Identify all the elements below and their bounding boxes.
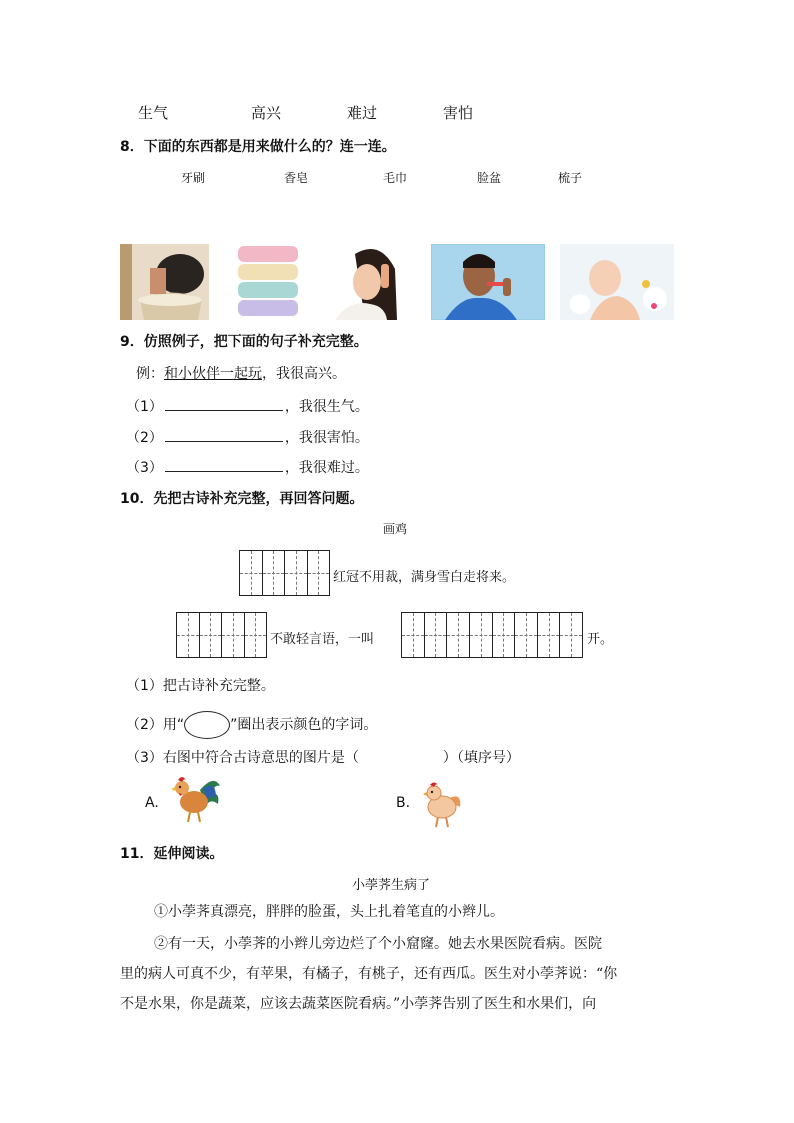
example-prefix: 例： <box>136 366 164 382</box>
grid-cell[interactable] <box>177 613 200 657</box>
poem-line2-end: 开。 <box>587 632 614 647</box>
grid-cell[interactable] <box>245 613 267 657</box>
photo-combing-hair <box>325 244 404 320</box>
q9-item-number: （3） <box>126 460 163 476</box>
photo-towels <box>236 244 300 320</box>
grid-cell[interactable] <box>308 551 330 595</box>
question-10-title: 10．先把古诗补充完整，再回答问题。 <box>120 491 364 507</box>
grid-cell[interactable] <box>240 551 263 595</box>
example-sentence <box>136 363 346 383</box>
question-11-title: 11．延伸阅读。 <box>120 846 224 862</box>
option-a-label: A. <box>145 795 159 811</box>
grid-cell[interactable] <box>560 613 582 657</box>
q9-item-3 <box>126 457 369 477</box>
emotion-word-afraid: 害怕 <box>443 104 474 122</box>
object-basin: 脸盆 <box>477 171 502 185</box>
object-towel: 毛巾 <box>383 171 408 185</box>
emotion-word-angry: 生气 <box>138 104 169 122</box>
object-toothbrush: 牙刷 <box>181 171 206 185</box>
grid-cell[interactable] <box>200 613 223 657</box>
grid-cell[interactable] <box>402 613 425 657</box>
q9-item-number: （1） <box>126 399 163 415</box>
q10-sub3-text: （3）右图中符合古诗意思的图片是（ <box>126 750 359 766</box>
poem-line2-middle: 不敢轻言语，一叫 <box>270 632 375 647</box>
grid-cell[interactable] <box>425 613 448 657</box>
story-paragraph-2-line-1: ②有一天，小荸荠的小辫儿旁边烂了个小窟窿。她去水果医院看病。医院 <box>154 936 602 952</box>
grid-cell[interactable] <box>447 613 470 657</box>
q9-item-tail: ，我很难过。 <box>284 460 369 476</box>
q9-item-1 <box>126 396 369 416</box>
photo-baby-bath <box>560 244 674 320</box>
q9-item-2 <box>126 427 369 447</box>
grid-cell[interactable] <box>515 613 538 657</box>
example-underlined: 和小伙伴一起玩 <box>164 366 262 382</box>
photo-brushing-teeth <box>431 244 545 320</box>
q9-item-number: （2） <box>126 430 163 446</box>
grid-cell[interactable] <box>263 551 286 595</box>
q9-item-tail: ，我很害怕。 <box>284 430 369 446</box>
grid-cell[interactable] <box>222 613 245 657</box>
q10-sub1: （1）把古诗补充完整。 <box>126 678 275 694</box>
question-9-title: 9．仿照例子，把下面的句子补充完整。 <box>120 334 368 350</box>
object-soap: 香皂 <box>284 171 309 185</box>
story-title: 小荸荠生病了 <box>352 878 431 893</box>
q10-sub3 <box>126 747 520 767</box>
q10-sub2 <box>126 711 377 739</box>
story-paragraph-2-line-2: 里的病人可真不少，有苹果，有橘子，有桃子，还有西瓜。医生对小荸荠说：“你 <box>120 966 618 982</box>
story-paragraph-1: ①小荸荠真漂亮，胖胖的脸蛋，头上扎着笔直的小辫儿。 <box>154 904 504 920</box>
grid-cell[interactable] <box>470 613 493 657</box>
grid-cell[interactable] <box>538 613 561 657</box>
example-suffix: ，我很高兴。 <box>262 366 346 382</box>
answer-grid-line2a[interactable] <box>176 612 267 658</box>
answer-grid-line1[interactable] <box>239 550 330 596</box>
option-b-label: B. <box>396 795 411 811</box>
answer-blank[interactable] <box>165 396 283 411</box>
oval-icon <box>184 711 230 739</box>
q10-sub2-prefix: （2）用“ <box>126 717 185 733</box>
q10-sub3-end: ）（填序号） <box>442 750 520 766</box>
poem-title: 画鸡 <box>383 522 408 536</box>
rooster-a-icon[interactable] <box>170 772 222 830</box>
grid-cell[interactable] <box>285 551 308 595</box>
poem-line1: 红冠不用裁，满身雪白走将来。 <box>333 570 516 585</box>
answer-grid-line2b[interactable] <box>401 612 583 658</box>
rooster-b-icon[interactable] <box>422 777 464 833</box>
grid-cell[interactable] <box>493 613 516 657</box>
emotion-word-sad: 难过 <box>347 104 378 122</box>
object-comb: 梳子 <box>558 171 583 185</box>
q9-item-tail: ，我很生气。 <box>284 399 369 415</box>
emotion-word-happy: 高兴 <box>251 104 282 122</box>
q10-sub2-suffix: ”圈出表示颜色的字词。 <box>230 717 378 733</box>
photo-washing-face <box>120 244 209 320</box>
answer-blank[interactable] <box>165 427 283 442</box>
story-paragraph-2-line-3: 不是水果，你是蔬菜，应该去蔬菜医院看病。”小荸荠告别了医生和水果们，向 <box>120 996 597 1012</box>
answer-blank[interactable] <box>165 457 283 472</box>
question-8-title: 8．下面的东西都是用来做什么的？连一连。 <box>120 139 396 155</box>
